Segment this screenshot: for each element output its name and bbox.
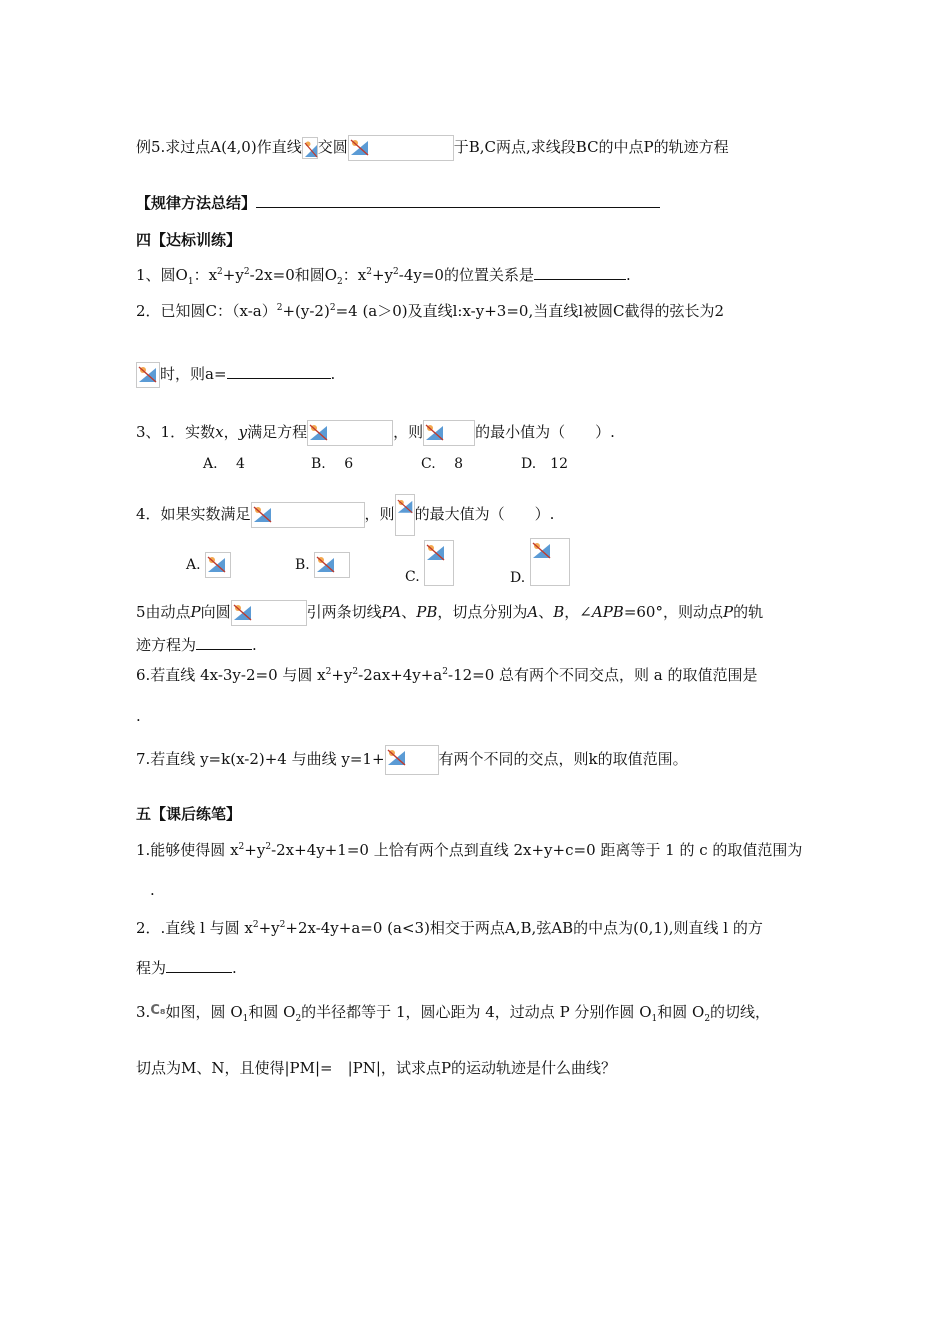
summary-heading: 【规律方法总结】	[136, 193, 830, 213]
example-5: 例5.求过点A(4,0)作直线 交圆 于B,C两点,求线段BC的中点P的轨迹方程	[136, 135, 830, 161]
answer-blank[interactable]	[534, 265, 626, 280]
choice-a[interactable]: A.	[186, 552, 231, 578]
question-1: 1、圆$O_1$：$x^2+y^2-2x=0$和圆$O_2$：$x^2+y^2-4y=0$的位置关系是 .	[136, 266, 631, 287]
choice-a[interactable]: A. 4	[203, 456, 245, 472]
section-5-heading: 五【课后练笔】	[136, 805, 242, 823]
choice-d[interactable]: D.	[510, 538, 570, 586]
formula-image-icon	[530, 538, 570, 586]
answer-blank[interactable]	[227, 364, 331, 379]
section-4-heading: 四【达标训练】	[136, 231, 242, 249]
question-4: 4．如果实数满足 ，则 的最大值为（ ）.	[136, 494, 830, 536]
choice-c[interactable]: C. 8	[421, 456, 464, 472]
question-3: 3、1．实数x，y满足方程 ，则 的最小值为（ ）.	[136, 420, 830, 446]
formula-image-icon	[136, 362, 160, 388]
formula-image-icon	[302, 137, 318, 159]
practice-1-line-2: .	[150, 881, 155, 899]
question-2: 2．已知圆C：$(x-a)^2+(y-2)^2=4$ (a＞0)及直线l:x-y+3=0,当直线l被圆C截得的弦长为2	[136, 302, 725, 320]
formula-image-icon	[231, 600, 307, 626]
answer-blank[interactable]	[196, 635, 252, 650]
practice-2: 2．.直线 l 与圆 $x^2+y^2+2x-4y+a=0$ (a<3)相交于两点A,B,弦AB的中点为(0,1),则直线 l 的方	[136, 919, 763, 937]
question-7: 7.若直线 y=k(x-2)+4 与曲线 y=1+ 有两个不同的交点，则k的取值范围。	[136, 745, 830, 775]
practice-3: 3.C₈如图，圆 $O_1$和圆 $O_2$的半径都等于 1，圆心距为 4，过动点 P 分别作圆 $O_1$和圆 $O_2$的切线，	[136, 1003, 771, 1024]
choice-b[interactable]: B.	[295, 552, 350, 578]
formula-image-icon	[423, 420, 475, 446]
question-2-line-2: 时，则a= .	[136, 362, 830, 388]
practice-1: 1.能够使得圆 $x^2+y^2-2x+4y+1=0$ 上恰有两个点到直线 2x+y+c=0 距离等于 1 的 c 的取值范围为	[136, 841, 803, 859]
formula-image-icon	[251, 502, 365, 528]
choice-c[interactable]: C.	[405, 540, 454, 586]
question-5: 5由动点P向圆 引两条切线PA、PB，切点分别为A、B，∠APB=60°，则动点P的轨	[136, 600, 830, 626]
formula-image-icon	[307, 420, 393, 446]
question-6-line-2: .	[136, 707, 141, 725]
formula-image-icon	[424, 540, 454, 586]
figure-placeholder-icon: C₈	[150, 1003, 166, 1018]
question-6: 6.若直线 4x-3y-2=0 与圆 $x^2+y^2-2ax+4y+a^2-12=0$ 总有两个不同交点，则 a 的取值范围是	[136, 666, 758, 684]
formula-image-icon	[348, 135, 454, 161]
formula-image-icon	[385, 745, 439, 775]
choice-b[interactable]: B. 6	[311, 456, 354, 472]
answer-blank[interactable]	[256, 193, 660, 208]
choice-d[interactable]: D. 12	[521, 456, 568, 472]
formula-image-icon	[205, 552, 231, 578]
question-5-line-2: 迹方程为 .	[136, 636, 257, 654]
formula-image-icon	[314, 552, 350, 578]
formula-image-icon	[395, 494, 415, 536]
practice-2-line-2: 程为 .	[136, 959, 237, 977]
practice-3-line-2: 切点为M、N，且使得|PM|= |PN|，试求点P的运动轨迹是什么曲线？	[136, 1059, 617, 1077]
answer-blank[interactable]	[166, 958, 232, 973]
